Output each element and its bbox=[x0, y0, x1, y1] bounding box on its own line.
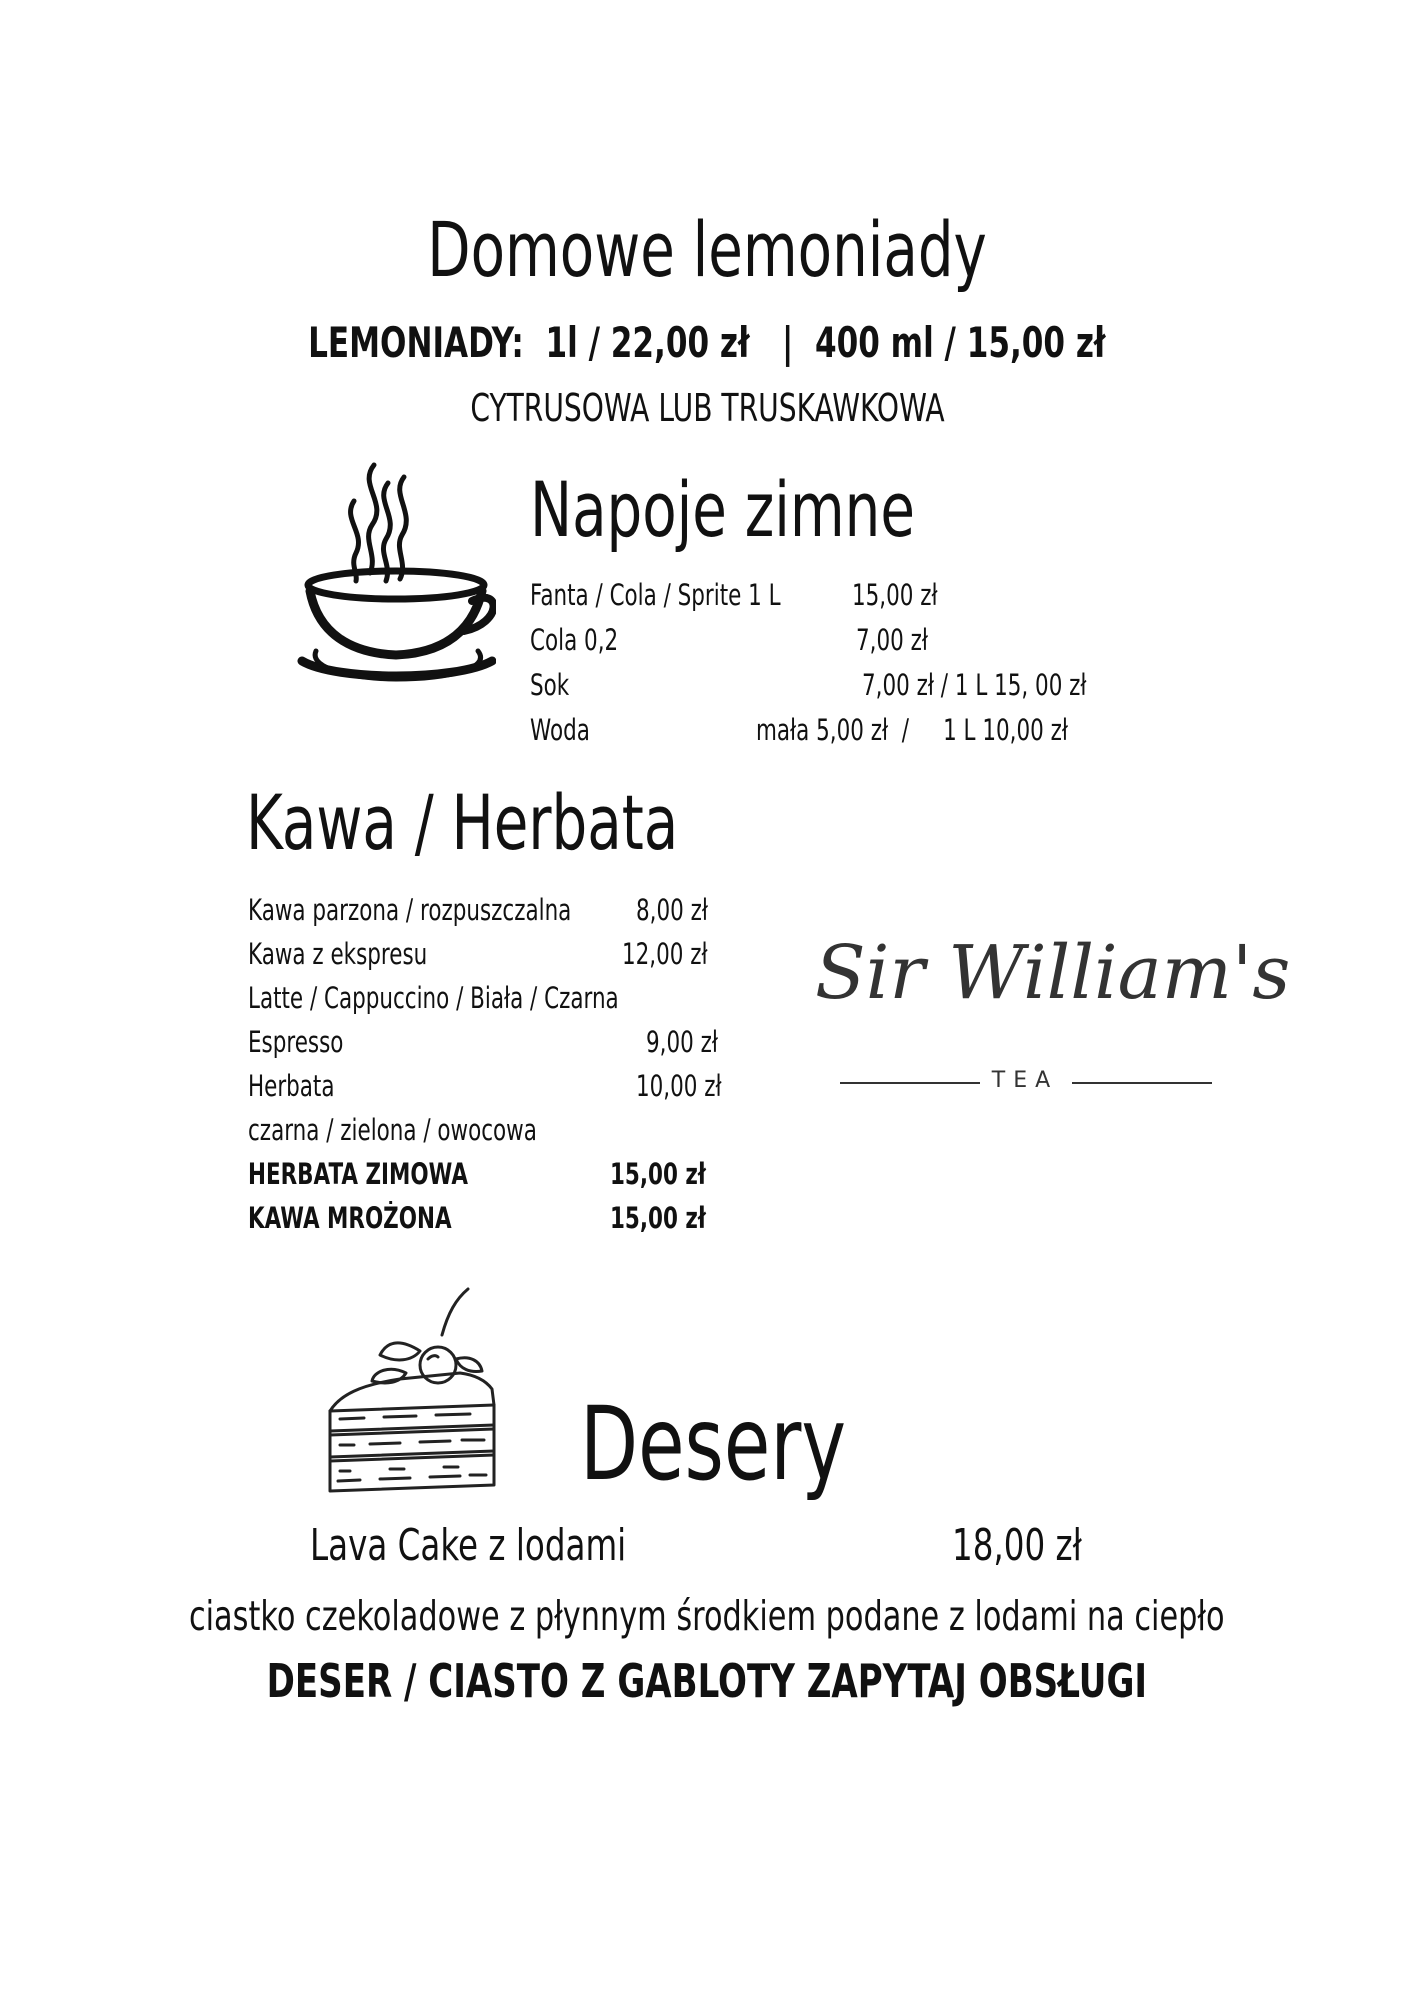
lemoniady-flavours: CYTRUSOWA LUB TRUSKAWKOWA bbox=[469, 386, 945, 430]
item-name: Kawa parzona / rozpuszczalna bbox=[248, 893, 572, 927]
item-price: mała 5,00 zł / 1 L 10,00 zł bbox=[756, 713, 1068, 747]
logo-sub-text: TEA bbox=[991, 1068, 1059, 1093]
desery-title: Desery bbox=[580, 1385, 847, 1504]
logo-script-text: Sir William's bbox=[815, 930, 1291, 1016]
sir-williams-tea-logo bbox=[815, 930, 1291, 1100]
item-name: Espresso bbox=[248, 1025, 344, 1059]
item-name: Herbata bbox=[248, 1069, 335, 1103]
lava-cake-description: ciastko czekoladowe z płynnym środkiem podane z lodami na ciepło bbox=[189, 1592, 1225, 1640]
item-price: 15,00 zł bbox=[852, 578, 938, 612]
item-name: KAWA MROŻONA bbox=[248, 1201, 452, 1235]
item-name: Fanta / Cola / Sprite 1 L bbox=[530, 578, 781, 612]
item-name: Woda bbox=[530, 713, 590, 747]
lemoniady-prices: LEMONIADY: 1l / 22,00 zł | 400 ml / 15,00 zł bbox=[308, 318, 1106, 367]
item-name: HERBATA ZIMOWA bbox=[248, 1157, 468, 1191]
item-price: 15,00 zł bbox=[610, 1157, 706, 1191]
item-name: Kawa z ekspresu bbox=[248, 937, 428, 971]
lava-cake-price: 18,00 zł bbox=[952, 1520, 1082, 1571]
item-price: 12,00 zł bbox=[622, 937, 708, 971]
deser-note: DESER / CIASTO Z GABLOTY ZAPYTAJ OBSŁUGI bbox=[266, 1654, 1148, 1708]
kawa-title: Kawa / Herbata bbox=[246, 778, 679, 867]
item-name: Sok bbox=[530, 668, 570, 702]
item-price: 15,00 zł bbox=[610, 1201, 706, 1235]
item-name: czarna / zielona / owocowa bbox=[248, 1113, 537, 1147]
item-name: Latte / Cappuccino / Biała / Czarna bbox=[248, 981, 619, 1015]
item-price: 10,00 zł bbox=[636, 1069, 722, 1103]
logo-rule-right bbox=[1072, 1082, 1212, 1084]
cake-slice-icon bbox=[320, 1285, 530, 1505]
item-price: 7,00 zł / 1 L 15, 00 zł bbox=[862, 668, 1087, 702]
lava-cake-name: Lava Cake z lodami bbox=[310, 1520, 627, 1571]
item-price: 7,00 zł bbox=[856, 623, 928, 657]
item-price: 9,00 zł bbox=[646, 1025, 718, 1059]
lemoniady-title: Domowe lemoniady bbox=[427, 205, 987, 294]
item-price: 8,00 zł bbox=[636, 893, 708, 927]
coffee-cup-icon bbox=[296, 455, 496, 695]
item-name: Cola 0,2 bbox=[530, 623, 619, 657]
napoje-title: Napoje zimne bbox=[530, 465, 915, 554]
